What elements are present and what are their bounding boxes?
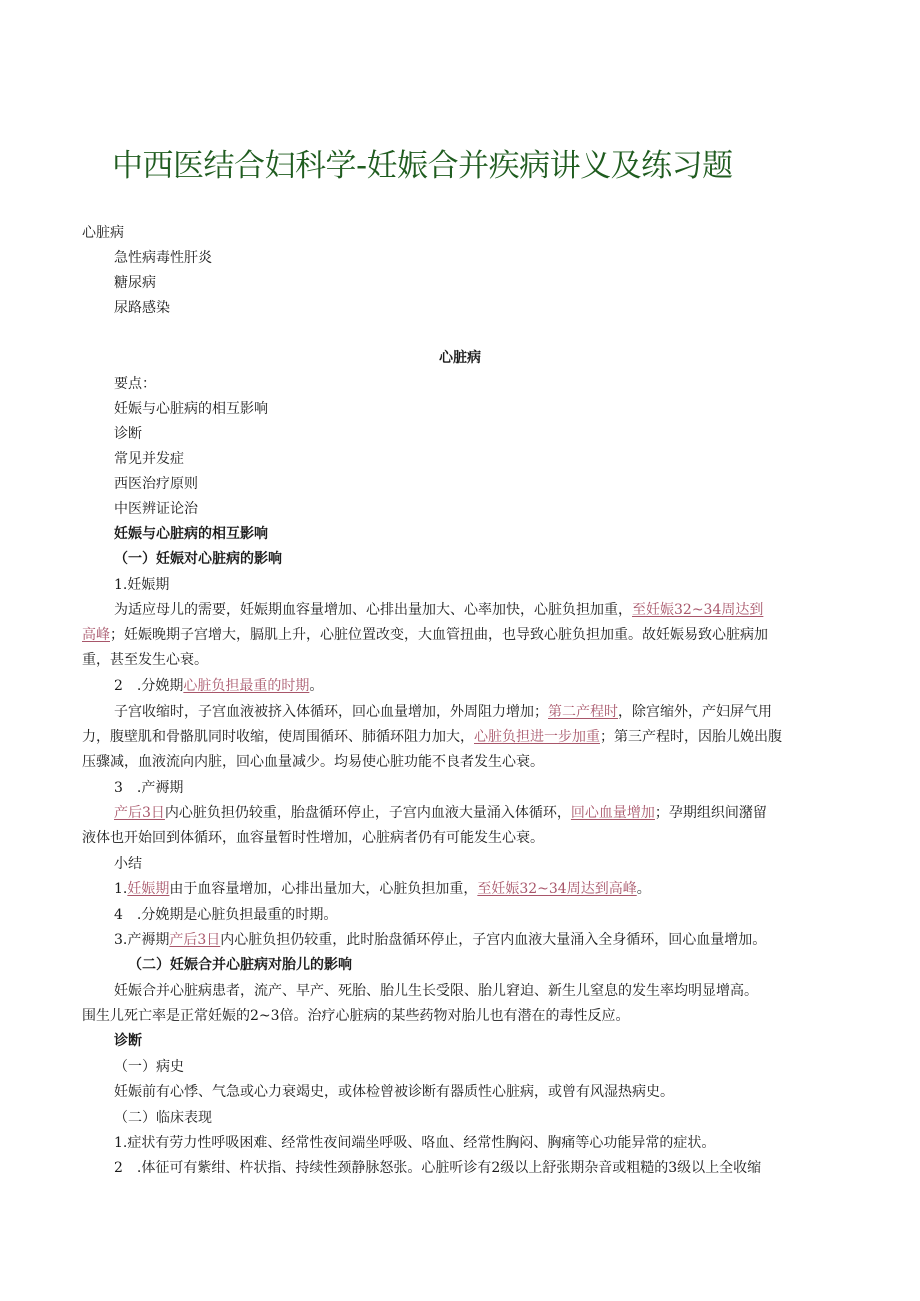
diagnosis-heading: 诊断 bbox=[114, 1033, 142, 1049]
highlight-text: 心脏负担最重的时期 bbox=[183, 678, 310, 694]
paragraph-line: 妊娠前有心悸、气急或心力衰竭史，或体检曾被诊断有器质性心脏病，或曾有风湿热病史。 bbox=[114, 1084, 674, 1100]
paragraph-line bbox=[114, 702, 772, 722]
summary-label: 小结 bbox=[114, 856, 142, 872]
text: 1. bbox=[114, 881, 128, 897]
keypoint-item: 中医辨证论治 bbox=[114, 501, 198, 517]
delivery-period-line bbox=[114, 676, 323, 696]
highlight-text: 第二产程时 bbox=[548, 704, 618, 720]
text: 为适应母儿的需要，妊娠期血容量增加、心排出量加大、心率加快，心脏负担加重， bbox=[114, 602, 632, 618]
paragraph-line: 妊娠合并心脏病患者，流产、早产、死胎、胎儿生长受限、胎儿窘迫、新生儿窒息的发生率均明显增高。 bbox=[114, 983, 758, 999]
clinical-heading: （二）临床表现 bbox=[114, 1110, 212, 1126]
text: 。 bbox=[636, 881, 651, 897]
text: ；孕期组织间潴留 bbox=[654, 805, 767, 821]
paragraph-line: 2 .体征可有紫绀、杵状指、持续性颈静脉怒张。心脏听诊有2级以上舒张期杂音或粗糙的3级以上全收缩 bbox=[114, 1160, 762, 1176]
part2-heading: （二）妊娠合并心脏病对胎儿的影响 bbox=[128, 957, 352, 973]
text: 内心脏负担仍较重，胎盘循环停止，子宫内血液大量涌入体循环， bbox=[164, 805, 571, 821]
summary-item bbox=[114, 930, 766, 950]
keypoint-item: 常见并发症 bbox=[114, 451, 184, 467]
section-heading: 心脏病 bbox=[439, 350, 481, 366]
highlight-text: 至妊娠32~34周达到高峰 bbox=[477, 881, 637, 897]
paragraph-line bbox=[114, 803, 767, 823]
summary-item bbox=[114, 879, 651, 899]
paragraph-line: 压骤减，血液流向内脏，回心血量减少。均易使心脏功能不良者发生心衰。 bbox=[82, 754, 544, 770]
summary-item: 4 .分娩期是心脏负担最重的时期。 bbox=[114, 907, 338, 923]
text: ；妊娠晚期子宫增大，膈肌上升，心脏位置改变，大血管扭曲，也导致心脏负担加重。故妊娠易致心脏病加 bbox=[110, 627, 768, 643]
postpartum-period-label: 3 .产褥期 bbox=[114, 780, 184, 796]
text: 子宫收缩时，子宫血液被挤入体循环，回心血量增加，外周阻力增加； bbox=[114, 704, 548, 720]
text: ；第三产程时，因胎儿娩出腹 bbox=[600, 729, 782, 745]
paragraph-line bbox=[82, 727, 782, 747]
part1-heading: （一）妊娠对心脏病的影响 bbox=[114, 551, 282, 567]
highlight-text: 回心血量增加 bbox=[570, 805, 655, 821]
text: 力，腹壁肌和骨骼肌同时收缩，使周围循环、肺循环阻力加大， bbox=[82, 729, 474, 745]
highlight-text: 心脏负担进一步加重 bbox=[474, 729, 600, 745]
keypoint-item: 西医治疗原则 bbox=[114, 476, 198, 492]
toc-item-diabetes: 糖尿病 bbox=[114, 275, 156, 291]
toc-item-hepatitis: 急性病毒性肝炎 bbox=[114, 250, 212, 266]
paragraph-line: 重，甚至发生心衰。 bbox=[82, 652, 208, 668]
keypoints-label: 要点： bbox=[114, 376, 156, 392]
text: ，除宫缩外，产妇屏气用 bbox=[618, 704, 772, 720]
paragraph-line: 液体也开始回到体循环，血容量暂时性增加，心脏病者仍有可能发生心衰。 bbox=[82, 830, 544, 846]
toc-item-heart-disease: 心脏病 bbox=[82, 225, 124, 241]
paragraph-line: 围生儿死亡率是正常妊娠的2~3倍。治疗心脏病的某些药物对胎儿也有潜在的毒性反应。 bbox=[82, 1008, 630, 1024]
sub-heading: 妊娠与心脏病的相互影响 bbox=[114, 526, 268, 542]
highlight-text: 妊娠期 bbox=[127, 881, 170, 897]
paragraph-line: 1.症状有劳力性呼吸困难、经常性夜间端坐呼吸、咯血、经常性胸闷、胸痛等心功能异常的症状。 bbox=[114, 1135, 716, 1151]
text: 2 .分娩期 bbox=[114, 678, 184, 694]
highlight-text: 产后3日 bbox=[169, 932, 221, 948]
highlight-text: 产后3日 bbox=[114, 805, 165, 821]
highlight-text: 至妊娠32~34周达到 bbox=[632, 602, 764, 618]
keypoint-item: 诊断 bbox=[114, 426, 142, 442]
pregnancy-period-label: 1.妊娠期 bbox=[114, 577, 170, 593]
history-heading: （一）病史 bbox=[114, 1059, 184, 1075]
keypoint-item: 妊娠与心脏病的相互影响 bbox=[114, 401, 268, 417]
text: 由于血容量增加，心排出量加大，心脏负担加重， bbox=[169, 881, 478, 897]
text: 内心脏负担仍较重，此时胎盘循环停止，子宫内血液大量涌入全身循环，回心血量增加。 bbox=[220, 932, 767, 948]
toc-item-uti: 尿路感染 bbox=[114, 300, 170, 316]
document-title: 中西医结合妇科学-妊娠合并疾病讲义及练习题 bbox=[112, 148, 733, 184]
highlight-text: 高峰 bbox=[82, 627, 110, 643]
text: 3.产褥期 bbox=[114, 932, 170, 948]
paragraph-line bbox=[82, 625, 768, 645]
text: 。 bbox=[309, 678, 324, 694]
paragraph-line bbox=[114, 600, 763, 620]
